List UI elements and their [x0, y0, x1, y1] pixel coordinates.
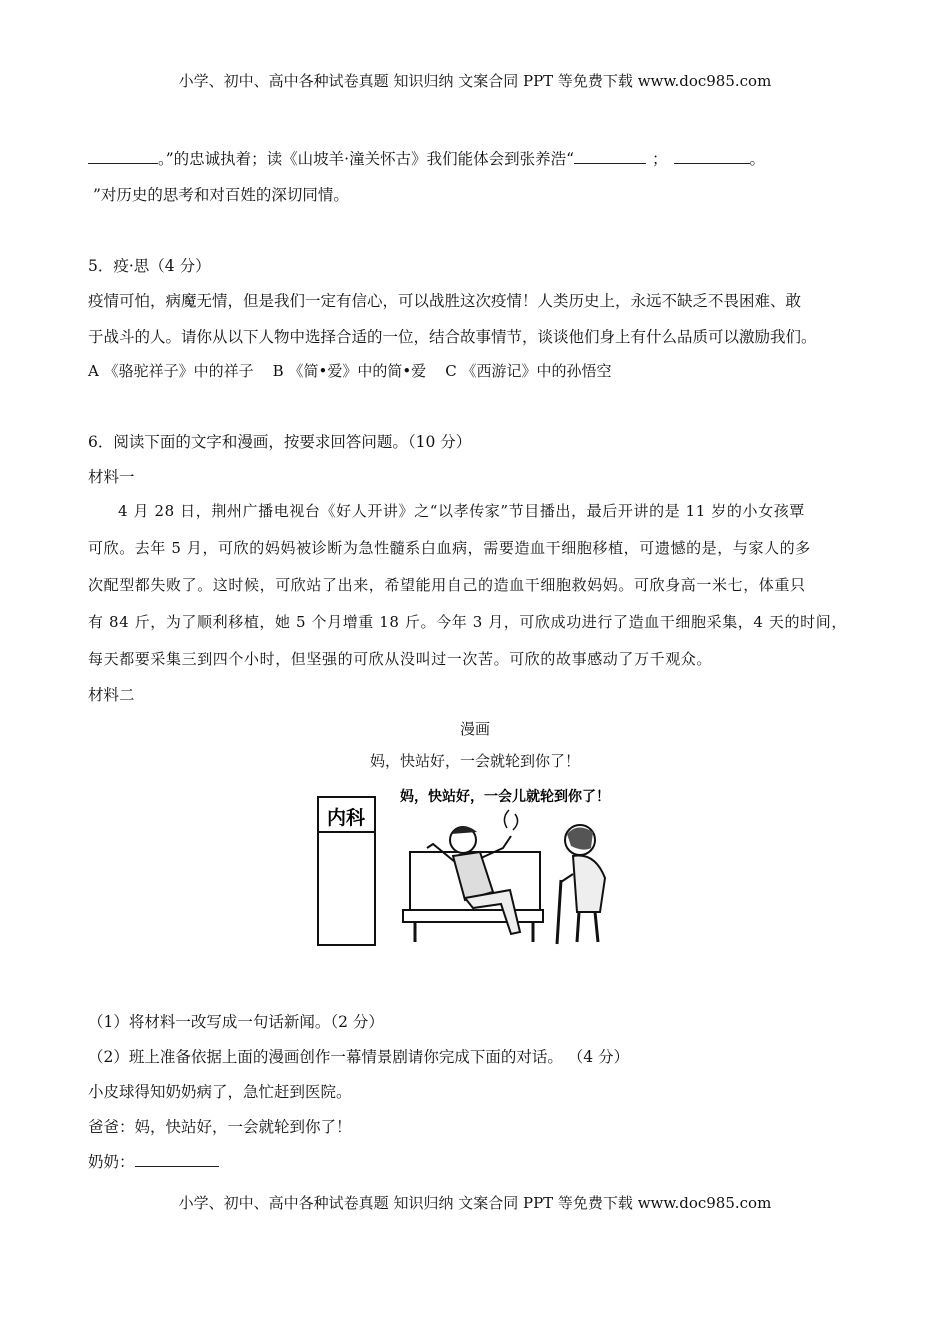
- clinic-sign-text: 内科: [326, 807, 366, 829]
- answer-blank[interactable]: [674, 149, 750, 164]
- page-footer: 小学、初中、高中各种试卷真题 知识归纳 文案合同 PPT 等免费下载 www.doc985.com: [178, 1194, 772, 1212]
- grandma-answer-blank[interactable]: [135, 1152, 219, 1167]
- q5-paragraph-2: 于战斗的人。请你从以下人物中选择合适的一位，结合故事情节，谈谈他们身上有什么品质可以激励我们。: [88, 328, 817, 346]
- story-line: 小皮球得知奶奶病了，急忙赶到医院。: [88, 1083, 352, 1101]
- material-1-line-1: 4 月 28 日，荆州广播电视台《好人开讲》之“以孝传家”节目播出，最后开讲的是 11 岁的小女孩覃: [118, 502, 805, 520]
- dialogue-grandma: [88, 1150, 219, 1172]
- q4-separator: ；: [652, 150, 668, 168]
- dialogue-dad: 爸爸：妈，快站好，一会就轮到你了！: [88, 1118, 352, 1136]
- material-1-line-3: 次配型都失败了。这时候，可欣站了出来，希望能用自己的造血干细胞救妈妈。可欣身高一米七，体重只: [88, 576, 806, 594]
- material-1-line-4: 有 84 斤，为了顺利移植，她 5 个月增重 18 斤。今年 3 月，可欣成功进行了造血干细胞采集，4 天的时间，: [88, 613, 847, 631]
- q5-paragraph-1: 疫情可怕，病魔无情，但是我们一定有信心，可以战胜这次疫情！人类历史上，永远不缺乏不畏困难、敢: [88, 292, 802, 310]
- page-header: 小学、初中、高中各种试卷真题 知识归纳 文案合同 PPT 等免费下载 www.doc985.com: [178, 72, 772, 90]
- q4-end: 。: [749, 150, 766, 168]
- material-1-line-5: 每天都要采集三到四个小时，但坚强的可欣从没叫过一次苦。可欣的故事感动了万千观众。: [88, 650, 713, 668]
- comic-illustration: [315, 782, 637, 948]
- q4-text: 。”的忠诚执着；读《山坡羊·潼关怀古》我们能体会到张养浩“: [158, 150, 575, 168]
- q5-title: 5．疫·思（4 分）: [88, 257, 211, 275]
- material-1-label: 材料一: [88, 468, 135, 486]
- q5-options: A 《骆驼祥子》中的祥子 B 《简•爱》中的简•爱 C 《西游记》中的孙悟空: [88, 362, 612, 380]
- sub-question-1: （1）将材料一改写成一句话新闻。（2 分）: [88, 1013, 384, 1031]
- grandma-label: 奶奶：: [88, 1153, 135, 1171]
- answer-blank[interactable]: [88, 149, 158, 164]
- comic-title: 漫画: [459, 720, 490, 738]
- answer-blank[interactable]: [574, 149, 646, 164]
- material-1-line-2: 可欣。去年 5 月，可欣的妈妈被诊断为急性髓系白血病，需要造血干细胞移植，可遗憾的是，与家人的多: [88, 539, 811, 557]
- comic-caption: 妈，快站好，一会就轮到你了！: [369, 752, 580, 770]
- q4-line-2: ”对历史的思考和对百姓的深切同情。: [93, 186, 349, 204]
- q4-line-1: [88, 147, 765, 169]
- q6-title: 6．阅读下面的文字和漫画，按要求回答问题。（10 分）: [88, 433, 472, 451]
- comic-speech-text: 妈，快站好，一会儿就轮到你了！: [400, 789, 610, 805]
- sub-question-2: （2）班上准备依据上面的漫画创作一幕情景剧请你完成下面的对话。 （4 分）: [88, 1048, 630, 1066]
- material-2-label: 材料二: [88, 686, 135, 704]
